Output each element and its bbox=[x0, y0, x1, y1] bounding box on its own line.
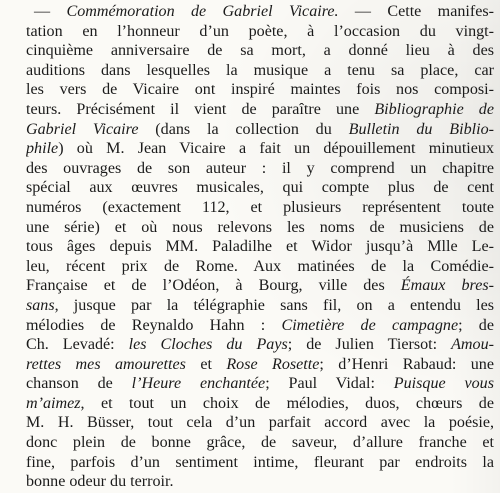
text-line bbox=[26, 335, 494, 355]
text-segment: bonne odeur du terroir. bbox=[26, 473, 174, 491]
text-segment: les vers de Vicaire ont inspiré maintes fois nos composi- bbox=[26, 81, 494, 99]
italic-text: les Cloches du Pays bbox=[128, 336, 288, 354]
article-paragraph bbox=[26, 2, 494, 492]
text-segment: des ouvrages de son auteur : il y comprend un chapitre bbox=[26, 159, 494, 177]
text-segment: leu, récent prix de Rome. Aux matinées de la Comédie- bbox=[26, 257, 494, 275]
text-line bbox=[26, 41, 494, 61]
text-segment: cinquième anniversaire de sa mort, a donné lieu à des bbox=[26, 42, 494, 60]
italic-text: Puisque vous bbox=[393, 375, 494, 393]
text-segment: tous âges depuis MM. Paladilhe et Widor jusqu’à Mlle Le- bbox=[26, 238, 494, 256]
text-line bbox=[26, 198, 494, 218]
text-line bbox=[26, 433, 494, 453]
text-line bbox=[26, 61, 494, 81]
text-segment: donc plein de bonne grâce, de saveur, d’allure franche et bbox=[26, 434, 494, 452]
text-line bbox=[26, 472, 494, 492]
text-segment: mélodies de Reynaldo Hahn : bbox=[26, 316, 282, 334]
italic-text: Amou- bbox=[451, 336, 494, 354]
italic-text: l’Heure enchantée bbox=[131, 375, 266, 393]
text-line bbox=[26, 453, 494, 473]
text-segment: (dans la collection du bbox=[138, 120, 349, 138]
text-segment: — Cette manifes- bbox=[338, 3, 494, 20]
text-segment: , jusque par la télégraphie sans fil, on a entendu les bbox=[54, 296, 494, 314]
text-segment: ; de Julien Tiersot: bbox=[287, 336, 452, 354]
text-line bbox=[26, 413, 494, 433]
text-line bbox=[26, 355, 494, 375]
italic-text: Bibliographie de bbox=[374, 100, 494, 118]
italic-text: Rose Rosette bbox=[226, 355, 320, 373]
text-segment: et bbox=[185, 355, 227, 373]
text-segment: une série) et où nous relevons les noms de musiciens de bbox=[26, 218, 494, 236]
text-segment: ; de bbox=[458, 316, 494, 334]
text-segment: — bbox=[34, 3, 67, 20]
text-line bbox=[26, 237, 494, 257]
italic-text: Bulletin du Biblio- bbox=[348, 120, 494, 138]
text-line bbox=[26, 316, 494, 336]
text-line bbox=[26, 22, 494, 42]
text-line bbox=[26, 276, 494, 296]
italic-text: Cimetière de campagne bbox=[281, 316, 459, 334]
text-line bbox=[26, 80, 494, 100]
text-segment: Ch. Levadé: bbox=[26, 336, 129, 354]
italic-text: m’aimez bbox=[26, 394, 81, 412]
text-segment: ) où M. Jean Vicaire a fait un dépouillement minutieux bbox=[58, 140, 494, 158]
text-line bbox=[26, 139, 494, 159]
italic-text: phile bbox=[26, 140, 59, 158]
text-line bbox=[26, 296, 494, 316]
text-line bbox=[26, 218, 494, 238]
text-segment: teurs. Précisément il vient de paraître une bbox=[26, 100, 375, 118]
text-segment: ; d’Henri Rabaud: une bbox=[319, 355, 494, 373]
text-segment: chanson de bbox=[26, 375, 132, 393]
italic-text: Commémoration de Gabriel Vicaire. bbox=[66, 3, 339, 20]
italic-text: rettes mes amourettes bbox=[26, 355, 186, 373]
text-segment: spécial aux œuvres musicales, qui compte plus de cent bbox=[26, 179, 494, 197]
text-line bbox=[26, 159, 494, 179]
text-segment: ; Paul Vidal: bbox=[265, 375, 394, 393]
italic-text: Émaux bres- bbox=[400, 277, 494, 295]
italic-text: sans bbox=[26, 296, 55, 314]
text-segment: , et tout un choix de mélodies, duos, chœurs de bbox=[80, 394, 494, 412]
text-segment: Française et de l’Odéon, à Bourg, ville des bbox=[26, 277, 401, 295]
text-segment: tation en l’honneur d’un poète, à l’occasion du vingt- bbox=[26, 22, 494, 40]
text-line bbox=[26, 120, 494, 140]
text-line bbox=[26, 374, 494, 394]
italic-text: Gabriel Vicaire bbox=[26, 120, 139, 138]
text-segment: fine, parfois d’un sentiment intime, fleurant par endroits la bbox=[26, 453, 494, 471]
text-line bbox=[26, 178, 494, 198]
text-segment: M. H. Büsser, tout cela d’un parfait accord avec la poésie, bbox=[26, 414, 494, 432]
text-line bbox=[26, 394, 494, 414]
text-line bbox=[26, 2, 494, 22]
text-line bbox=[26, 100, 494, 120]
text-segment: auditions dans lesquelles la musique a tenu sa place, car bbox=[26, 61, 494, 79]
text-segment: numéros (exactement 112, et plusieurs représentent toute bbox=[26, 198, 494, 216]
text-line bbox=[26, 257, 494, 277]
